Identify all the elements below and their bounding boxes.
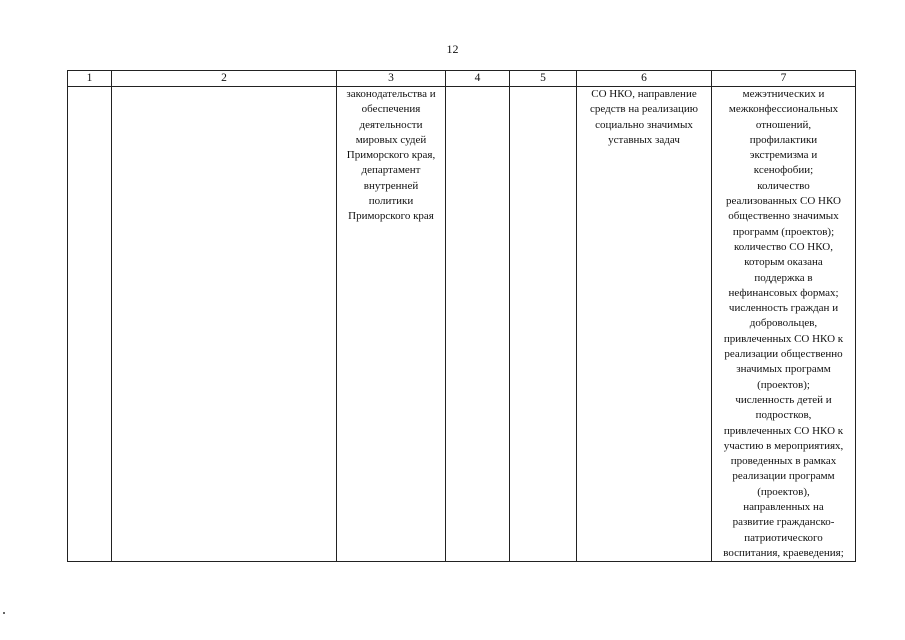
- table-row: [68, 87, 856, 562]
- cell-indicators: межэтнических и межконфессиональных отношений, профилактики экстремизма и ксенофобии; количество реализованных СО НКО общественно значимых программ (проектов); количество СО НКО, которым оказана поддержка в нефинансовых формах; численность граждан и добровольцев, привлеченных СО НКО к реализации общественно значимых программ (проектов); численность детей и подростков, привлеченных СО НКО к участию в мероприятиях, проведенных в рамках реализации программ (проектов), направленных на развитие гражданско- патриотического воспитания, краеведения;: [712, 87, 856, 562]
- table-body: [68, 87, 856, 562]
- column-header-2: 2: [112, 71, 337, 87]
- page-number: 12: [446, 42, 459, 56]
- cell-expected-results: СО НКО, направление средств на реализацию социально значимых уставных задач: [577, 87, 712, 562]
- column-header-3: 3: [337, 71, 446, 87]
- cell-col-5: [510, 87, 577, 562]
- cell-responsible-executors: законодательства и обеспечения деятельности мировых судей Приморского края, департамент внутренней политики Приморского края: [337, 87, 446, 562]
- header-row: [68, 71, 856, 87]
- cell-col-4: [446, 87, 510, 562]
- column-header-4: 4: [446, 71, 510, 87]
- cell-col-1: [68, 87, 112, 562]
- column-header-6: 6: [577, 71, 712, 87]
- document-table: [67, 70, 856, 562]
- table-header: [68, 71, 856, 87]
- cell-col-2: [112, 87, 337, 562]
- scan-speck: [3, 612, 5, 614]
- column-header-7: 7: [712, 71, 856, 87]
- column-header-1: 1: [68, 71, 112, 87]
- column-header-5: 5: [510, 71, 577, 87]
